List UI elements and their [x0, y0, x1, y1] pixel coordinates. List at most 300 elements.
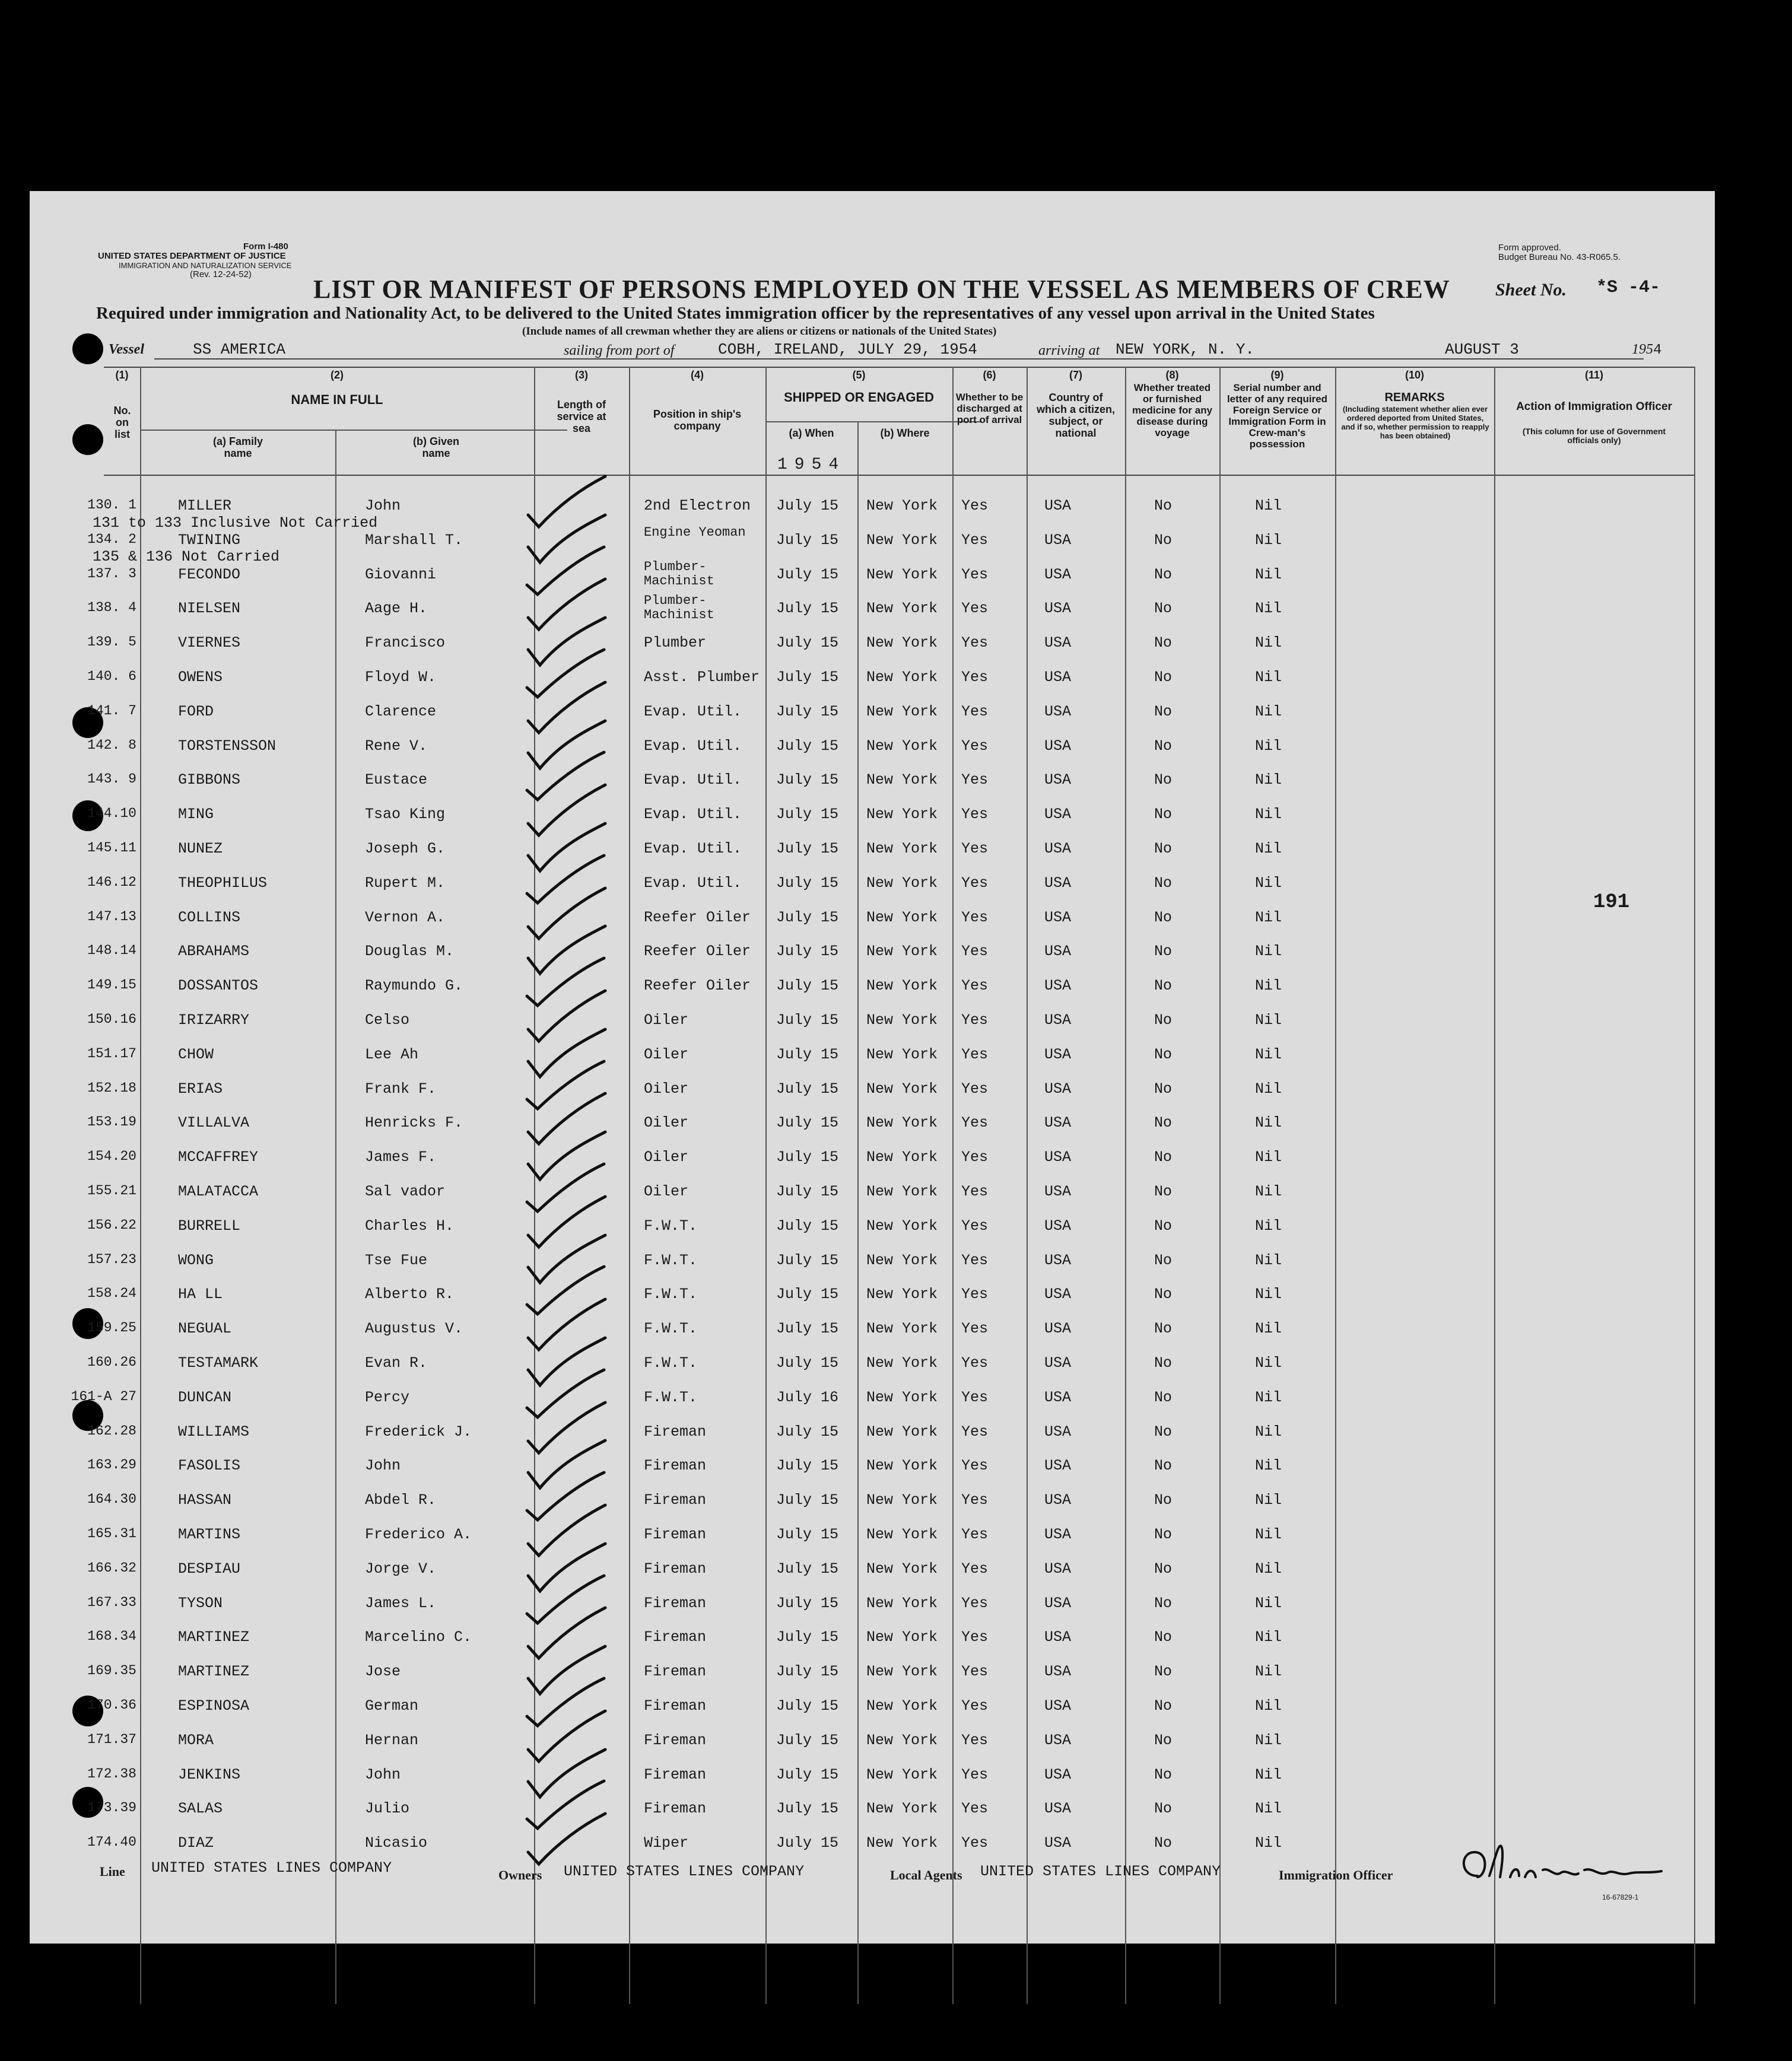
serial-number: Nil: [1255, 1114, 1282, 1132]
col4-number: (4): [691, 369, 704, 381]
discharged: Yes: [961, 669, 989, 686]
family-name: DESPIAU: [178, 1560, 241, 1577]
col11-number: (11): [1584, 369, 1604, 381]
shipped-where: New York: [866, 737, 938, 755]
position: Oiler: [644, 1012, 689, 1029]
treated: No: [1154, 1594, 1173, 1612]
table-row: [30, 1389, 1715, 1423]
treated: No: [1154, 1251, 1173, 1269]
country: USA: [1044, 1114, 1072, 1132]
position: Evap. Util.: [644, 840, 742, 857]
table-row: [30, 1320, 1715, 1354]
row-number: 157.23: [87, 1251, 136, 1267]
serial-number: Nil: [1255, 702, 1282, 720]
row-number: 154.20: [87, 1149, 136, 1165]
given-name: Marshall T.: [365, 531, 463, 549]
family-name: MARTINEZ: [178, 1629, 250, 1646]
country: USA: [1044, 1320, 1072, 1338]
shipped-when: July 15: [776, 1149, 839, 1166]
family-name: HA LL: [178, 1286, 223, 1303]
shipped-when: July 15: [776, 1731, 839, 1749]
shipped-when: July 15: [776, 771, 839, 789]
country: USA: [1044, 634, 1072, 652]
table-row: [30, 1663, 1715, 1697]
row-number: 171.37: [87, 1731, 136, 1747]
arrival-year: [1632, 342, 1661, 358]
family-name: ABRAHAMS: [178, 943, 250, 960]
country: USA: [1044, 1457, 1072, 1475]
shipped-when: July 15: [776, 1320, 839, 1338]
department-name: UNITED STATES DEPARTMENT OF JUSTICE: [98, 251, 286, 261]
discharged: Yes: [961, 1354, 989, 1372]
shipped-where: New York: [866, 565, 938, 583]
col8-number: (8): [1165, 369, 1179, 381]
shipped-when: July 15: [776, 1286, 839, 1303]
row-number: 172.38: [87, 1766, 136, 1782]
country: USA: [1044, 1286, 1072, 1303]
col9-number: (9): [1270, 369, 1284, 381]
table-row: [30, 874, 1715, 909]
shipped-where: New York: [866, 1354, 938, 1372]
discharged: Yes: [961, 1286, 989, 1303]
given-name: Augustus V.: [365, 1320, 463, 1338]
line-value: UNITED STATES LINES COMPANY: [151, 1859, 392, 1876]
family-name: FASOLIS: [178, 1457, 241, 1475]
row-number: 139. 5: [87, 634, 136, 650]
shipped-when: July 15: [776, 1663, 839, 1681]
country: USA: [1044, 943, 1072, 960]
table-row: [30, 669, 1715, 703]
treated: No: [1154, 1457, 1173, 1475]
serial-number: Nil: [1255, 771, 1282, 789]
shipped-where: New York: [866, 600, 938, 618]
discharged: Yes: [961, 702, 989, 720]
given-name: German: [365, 1697, 419, 1715]
position: Evap. Util.: [644, 737, 742, 755]
shipped-where: New York: [866, 1320, 938, 1338]
shipped-where: New York: [866, 874, 938, 892]
serial-number: Nil: [1255, 1149, 1282, 1166]
row-number: 140. 6: [87, 669, 136, 684]
name-subheader-line: [140, 430, 567, 431]
serial-number: Nil: [1255, 1560, 1282, 1577]
country: USA: [1044, 1423, 1072, 1440]
country: USA: [1044, 497, 1072, 514]
form-approved: Form approved.: [1498, 243, 1561, 253]
table-row: [30, 593, 1715, 634]
treated: No: [1154, 1217, 1173, 1235]
given-name: James F.: [365, 1149, 437, 1166]
serial-number: Nil: [1255, 1388, 1282, 1406]
col5-number: (5): [852, 369, 866, 381]
row-number: 168.34: [87, 1629, 136, 1645]
serial-number: Nil: [1255, 737, 1282, 755]
given-name: John: [365, 1457, 401, 1475]
row-number: 141. 7: [87, 702, 136, 718]
table-row: [30, 524, 1715, 566]
shipped-when: July 15: [776, 737, 839, 755]
discharged: Yes: [961, 1457, 989, 1475]
shipped-where: New York: [866, 1766, 938, 1783]
treated: No: [1154, 1526, 1173, 1543]
country: USA: [1044, 531, 1072, 549]
shipped-where: New York: [866, 1526, 938, 1543]
position: Oiler: [644, 1149, 689, 1166]
country: USA: [1044, 1491, 1072, 1509]
treated: No: [1154, 634, 1173, 652]
table-row: [30, 1217, 1715, 1252]
col3-number: (3): [575, 369, 588, 381]
discharged: Yes: [961, 1526, 989, 1543]
country: USA: [1044, 1012, 1072, 1029]
line-label: Line: [100, 1864, 125, 1879]
col3-header: Length of service at sea: [557, 399, 606, 434]
treated: No: [1154, 1423, 1173, 1440]
budget-bureau: Budget Bureau No. 43-R065.5.: [1498, 252, 1621, 262]
row-number: 158.24: [87, 1286, 136, 1302]
given-name: Frederico A.: [365, 1526, 472, 1543]
position: Fireman: [644, 1423, 707, 1440]
given-name: Raymundo G.: [365, 977, 463, 995]
table-row: [30, 559, 1715, 600]
vessel-underline: [154, 358, 1644, 360]
position: Oiler: [644, 1114, 689, 1132]
row-number: 143. 9: [87, 771, 136, 787]
arrival-date: AUGUST 3: [1445, 341, 1519, 358]
position: Fireman: [644, 1594, 707, 1612]
row-number: 160.26: [87, 1354, 136, 1370]
treated: No: [1154, 1320, 1173, 1338]
family-name: TORSTENSSON: [178, 737, 277, 755]
position: Engine Yeoman: [644, 524, 746, 540]
col9-header: Serial number and letter of any required Foreign Service or Immigration Form in Crew-man's possession: [1227, 382, 1328, 450]
table-row: [30, 1800, 1715, 1834]
sailing-label: sailing from port of: [564, 343, 675, 358]
discharged: Yes: [961, 565, 989, 583]
given-name: Abdel R.: [365, 1491, 437, 1509]
serial-number: Nil: [1255, 1800, 1282, 1818]
country: USA: [1044, 600, 1072, 618]
col10-note: (Including statement whether alien ever ordered deported from United States, and if so, whether permission to reapply has been obtained): [1341, 405, 1489, 440]
form-number: Form I-480: [243, 241, 288, 252]
country: USA: [1044, 1731, 1072, 1749]
given-name: Charles H.: [365, 1217, 455, 1235]
position: Fireman: [644, 1731, 707, 1749]
discharged: Yes: [961, 1731, 989, 1749]
family-name: OWENS: [178, 669, 223, 686]
treated: No: [1154, 1149, 1173, 1166]
discharged: Yes: [961, 1183, 989, 1200]
country: USA: [1044, 1560, 1072, 1577]
family-name: TESTAMARK: [178, 1354, 259, 1372]
shipped-when: July 15: [776, 908, 839, 926]
treated: No: [1154, 1731, 1173, 1749]
treated: No: [1154, 1012, 1173, 1029]
treated: No: [1154, 565, 1173, 583]
position: Fireman: [644, 1697, 707, 1715]
shipped-where: New York: [866, 1286, 938, 1303]
table-row: [30, 1457, 1715, 1491]
shipped-where: New York: [866, 634, 938, 652]
family-name: ERIAS: [178, 1080, 223, 1098]
serial-number: Nil: [1255, 497, 1282, 514]
shipped-when: July 15: [776, 1080, 839, 1098]
serial-number: Nil: [1255, 1354, 1282, 1372]
shipped-when: July 15: [776, 1217, 839, 1235]
given-name: Lee Ah: [365, 1045, 419, 1063]
serial-number: Nil: [1255, 1526, 1282, 1543]
country: USA: [1044, 840, 1072, 857]
family-name: IRIZARRY: [178, 1012, 250, 1029]
table-row: [30, 771, 1715, 806]
table-row: [30, 1629, 1715, 1663]
row-number: 170.36: [87, 1697, 136, 1713]
shipped-when: July 15: [776, 1354, 839, 1372]
discharged: Yes: [961, 737, 989, 755]
treated: No: [1154, 737, 1173, 755]
shipped-where: New York: [866, 1114, 938, 1132]
position: Reefer Oiler: [644, 977, 751, 995]
table-row: [30, 1012, 1715, 1046]
serial-number: Nil: [1255, 1629, 1282, 1646]
col1-number: (1): [115, 369, 129, 381]
discharged: Yes: [961, 806, 989, 823]
col11-header: Action of Immigration Officer: [1516, 400, 1672, 413]
serial-number: Nil: [1255, 1183, 1282, 1200]
vessel-label: Vessel: [109, 342, 144, 357]
position: Evap. Util.: [644, 702, 742, 720]
given-name: Nicasio: [365, 1834, 428, 1852]
table-row: [30, 1697, 1715, 1732]
row-number: 147.13: [87, 908, 136, 924]
table-row: [30, 909, 1715, 943]
position: Plumber- Machinist: [644, 559, 714, 589]
discharged: Yes: [961, 1114, 989, 1132]
position: Evap. Util.: [644, 806, 742, 823]
treated: No: [1154, 771, 1173, 789]
discharged: Yes: [961, 977, 989, 995]
serial-number: Nil: [1255, 1045, 1282, 1063]
discharged: Yes: [961, 1149, 989, 1166]
family-name: FORD: [178, 702, 214, 720]
sailing-port: COBH, IRELAND, JULY 29, 1954: [718, 341, 977, 358]
shipped-where: New York: [866, 669, 938, 686]
table-row: [30, 1114, 1715, 1149]
country: USA: [1044, 565, 1072, 583]
country: USA: [1044, 702, 1072, 720]
shipped-when: July 15: [776, 943, 839, 960]
shipped-where: New York: [866, 1629, 938, 1646]
serial-number: Nil: [1255, 531, 1282, 549]
agents-value: UNITED STATES LINES COMPANY: [980, 1863, 1221, 1880]
col11-note: (This column for use of Government officials only): [1522, 427, 1666, 445]
shipped-when: July 16: [776, 1388, 839, 1406]
given-name: Jose: [365, 1663, 401, 1681]
shipped-where: New York: [866, 1012, 938, 1029]
table-row: [30, 1526, 1715, 1560]
shipped-when: July 15: [776, 977, 839, 995]
discharged: Yes: [961, 1388, 989, 1406]
row-number: 155.21: [87, 1183, 136, 1198]
revision-date: (Rev. 12-24-52): [190, 269, 252, 279]
table-row: [30, 634, 1715, 669]
country: USA: [1044, 1251, 1072, 1269]
given-name: Percy: [365, 1388, 410, 1406]
serial-number: Nil: [1255, 1457, 1282, 1475]
family-name: NEGUAL: [178, 1320, 232, 1338]
given-name: Tse Fue: [365, 1251, 428, 1269]
row-number: 159.25: [87, 1320, 136, 1336]
position: Evap. Util.: [644, 771, 742, 789]
position: Evap. Util.: [644, 874, 742, 892]
family-name: COLLINS: [178, 908, 241, 926]
treated: No: [1154, 669, 1173, 686]
shipped-where: New York: [866, 1045, 938, 1063]
shipped-when: July 15: [776, 1697, 839, 1715]
table-row: [30, 840, 1715, 874]
treated: No: [1154, 1834, 1173, 1852]
table-row: [30, 1286, 1715, 1320]
shipped-where: New York: [866, 1080, 938, 1098]
row-number: 146.12: [87, 874, 136, 890]
given-name: Jorge V.: [365, 1560, 437, 1577]
shipped-where: New York: [866, 1217, 938, 1235]
col7-header: Country of which a citizen, subject, or national: [1036, 392, 1116, 439]
treated: No: [1154, 874, 1173, 892]
family-name: VIERNES: [178, 634, 241, 652]
shipped-when: July 15: [776, 565, 839, 583]
family-name: GIBBONS: [178, 771, 241, 789]
row-number: 174.40: [87, 1834, 136, 1850]
table-row: [30, 497, 1715, 532]
table-row: [30, 703, 1715, 737]
given-name: John: [365, 1766, 401, 1783]
col2-number: (2): [331, 369, 344, 381]
position: Fireman: [644, 1526, 707, 1543]
discharged: Yes: [961, 531, 989, 549]
serial-number: Nil: [1255, 1594, 1282, 1612]
position: F.W.T.: [644, 1320, 698, 1338]
row-number: 142. 8: [87, 737, 136, 753]
shipped-when: July 15: [776, 497, 839, 514]
shipped-when: July 15: [776, 531, 839, 549]
treated: No: [1154, 497, 1173, 514]
discharged: Yes: [961, 1045, 989, 1063]
position: Fireman: [644, 1766, 707, 1783]
shipped-where: New York: [866, 908, 938, 926]
shipped-when: July 15: [776, 1560, 839, 1577]
treated: No: [1154, 702, 1173, 720]
serial-number: Nil: [1255, 1251, 1282, 1269]
country: USA: [1044, 1045, 1072, 1063]
country: USA: [1044, 771, 1072, 789]
treated: No: [1154, 1491, 1173, 1509]
shipped-where: New York: [866, 497, 938, 514]
serial-number: Nil: [1255, 1286, 1282, 1303]
treated: No: [1154, 531, 1173, 549]
country: USA: [1044, 1800, 1072, 1818]
serial-number: Nil: [1255, 1697, 1282, 1715]
col5b-header: (b) Where: [880, 427, 930, 439]
discharged: Yes: [961, 1629, 989, 1646]
row-number: 167.33: [87, 1594, 136, 1610]
serial-number: Nil: [1255, 669, 1282, 686]
table-row: [30, 1183, 1715, 1217]
given-name: Clarence: [365, 702, 437, 720]
col2b-header: (b) Given name: [412, 435, 459, 459]
punch-hole: [72, 424, 103, 455]
discharged: Yes: [961, 1012, 989, 1029]
officer-signature: [1454, 1834, 1691, 1894]
shipped-when: July 15: [776, 1766, 839, 1783]
family-name: FECONDO: [178, 565, 241, 583]
shipped-when: July 15: [776, 1491, 839, 1509]
shipped-when: July 15: [776, 1012, 839, 1029]
family-name: HASSAN: [178, 1491, 232, 1509]
country: USA: [1044, 1183, 1072, 1200]
family-name: NUNEZ: [178, 840, 223, 857]
row-number: 165.31: [87, 1526, 136, 1541]
family-name: DIAZ: [178, 1834, 214, 1852]
shipped-where: New York: [866, 1560, 938, 1577]
discharged: Yes: [961, 1423, 989, 1440]
given-name: Sal vador: [365, 1183, 446, 1200]
shipped-when: July 15: [776, 600, 839, 618]
shipped-where: New York: [866, 1834, 938, 1852]
shipped-where: New York: [866, 531, 938, 549]
shipped-when: July 15: [776, 1594, 839, 1612]
discharged: Yes: [961, 771, 989, 789]
country: USA: [1044, 737, 1072, 755]
position: Plumber: [644, 634, 707, 652]
given-name: Rene V.: [365, 737, 428, 755]
family-name: NIELSEN: [178, 600, 241, 618]
serial-number: Nil: [1255, 840, 1282, 857]
given-name: Aage H.: [365, 600, 428, 618]
position: Fireman: [644, 1629, 707, 1646]
col2-header: NAME IN FULL: [291, 392, 383, 407]
country: USA: [1044, 1766, 1072, 1783]
row-number: 148.14: [87, 943, 136, 959]
serial-number: Nil: [1255, 1320, 1282, 1338]
treated: No: [1154, 600, 1173, 618]
country: USA: [1044, 1834, 1072, 1852]
treated: No: [1154, 943, 1173, 960]
family-name: MING: [178, 806, 214, 823]
shipped-when: July 15: [776, 874, 839, 892]
position: Fireman: [644, 1663, 707, 1681]
service-name: IMMIGRATION AND NATURALIZATION SERVICE: [119, 261, 292, 270]
table-row: [30, 943, 1715, 977]
shipped-where: New York: [866, 1594, 938, 1612]
shipped-when: July 15: [776, 806, 839, 823]
shipped-when: July 15: [776, 1423, 839, 1440]
discharged: Yes: [961, 1834, 989, 1852]
serial-number: Nil: [1255, 806, 1282, 823]
row-number: 145.11: [87, 840, 136, 855]
family-name: ESPINOSA: [178, 1697, 250, 1715]
row-number: 137. 3: [87, 565, 136, 581]
owners-value: UNITED STATES LINES COMPANY: [564, 1863, 805, 1880]
country: USA: [1044, 1149, 1072, 1166]
arrival-port: NEW YORK, N. Y.: [1116, 341, 1255, 358]
print-code: 16-67829-1: [1602, 1893, 1639, 1901]
shipped-subheader-line: [765, 421, 982, 422]
arrival-year-prefix: 195: [1632, 342, 1653, 357]
punch-hole: [72, 333, 103, 364]
shipped-when: July 15: [776, 1457, 839, 1475]
row-number: 130. 1: [87, 497, 136, 513]
